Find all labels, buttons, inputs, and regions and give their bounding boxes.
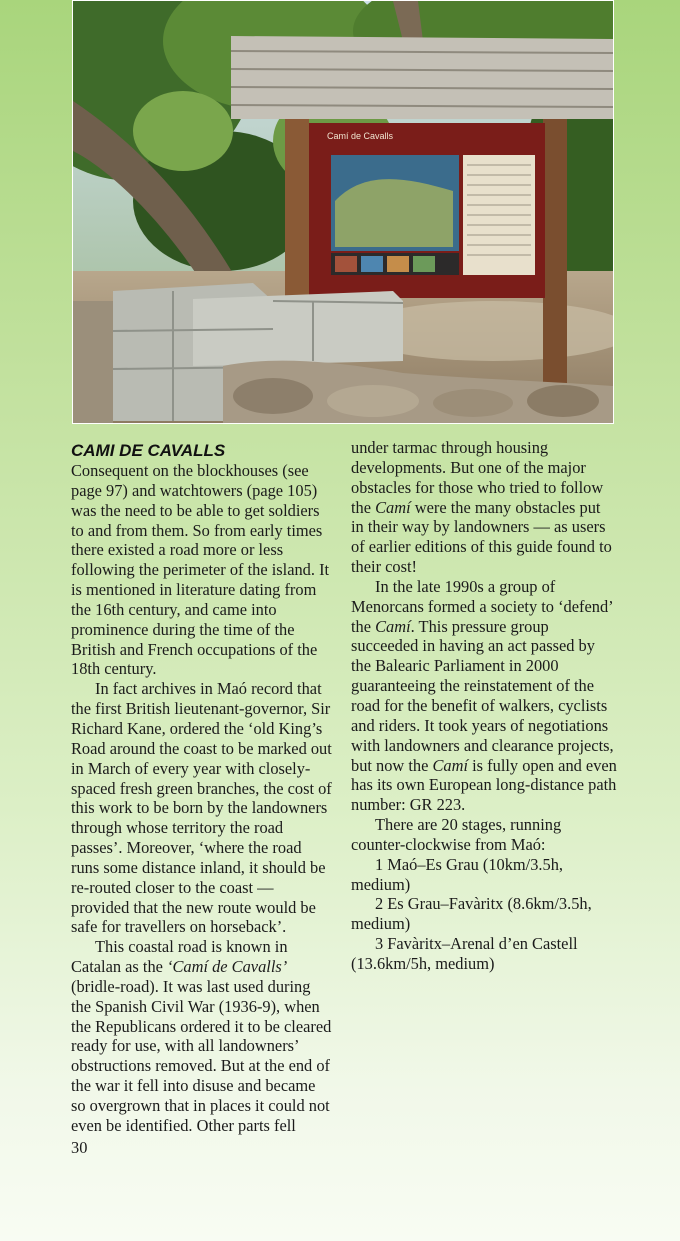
stage-item: 2 Es Grau–Favàritx (8.6km/3.5h, medium) (351, 894, 592, 934)
sign-title: Camí de Cavalls (327, 131, 394, 141)
text-column-right (351, 438, 617, 974)
paragraph-restoration: In the late 1990s a group of Menorcans formed a society to ‘defend’ the Camí. This pressure group succeeded in having an act passed by the Balearic Parliament in 2000 guaranteeing the reinstatement of the road for the benefit of walkers, cyclists and riders. It took years of negotiations with landowners and clearance projects, but now the Camí is fully open and even has its own European long-distance path number: GR 223. (351, 576, 617, 815)
stage-item: 3 Favàritx–Arenal d’en Castell (13.6km/5h, medium) (351, 934, 578, 973)
stage-item: 1 Maó–Es Grau (10km/3.5h, medium) (351, 854, 564, 894)
paragraph-coastal-road: This coastal road is known in Catalan as the ‘Camí de Cavalls’ (bridle-road). It was last used during the Spanish Civil War (1936-9), when the Republicans ordered it to be cleared ready for use, with all landowners’ obstructions removed. But at the end of the war it fell into disuse and became so overgrown that in places it could not even be identified. Other parts fell (71, 937, 332, 1135)
paragraph-archives: In fact archives in Maó record that the first British lieutenant-governor, Sir Richard Kane, ordered the ‘old King’s Road around the coast to be marked out in March of every year with closely-spaced fresh green branches, the cost of this work to be born by the landowners through whose territory the road passes’. Moreover, ‘where the road runs some distance inland, it should be re-routed closer to the coast — provided that the new route would be safe for travellers on horseback’. (71, 679, 332, 937)
paragraph-coastal-road-continued: under tarmac through housing developments. But one of the major obstacles for those who tried to follow the Camí were the many obstacles put in their way by landowners — as users of earlier editions of this guide found to their cost! (351, 438, 612, 577)
section-heading: CAMI DE CAVALLS (71, 441, 226, 460)
page-number: 30 (71, 1138, 88, 1157)
text-column-left (71, 440, 333, 1136)
paragraph-stages: There are 20 stages, running counter-clockwise from Maó: (351, 815, 562, 854)
trail-sign-photo (72, 0, 614, 424)
paragraph-origins: Consequent on the blockhouses (see page 97) and watchtowers (page 105) was the need to be able to get soldiers to and from them. So from early times there existed a road more or less following the perimeter of the island. It is mentioned in literature dating from the 16th century, and came into prominence during the time of the British and French occupations of the 18th century. (71, 461, 330, 679)
trail-sign-illustration (73, 1, 613, 423)
